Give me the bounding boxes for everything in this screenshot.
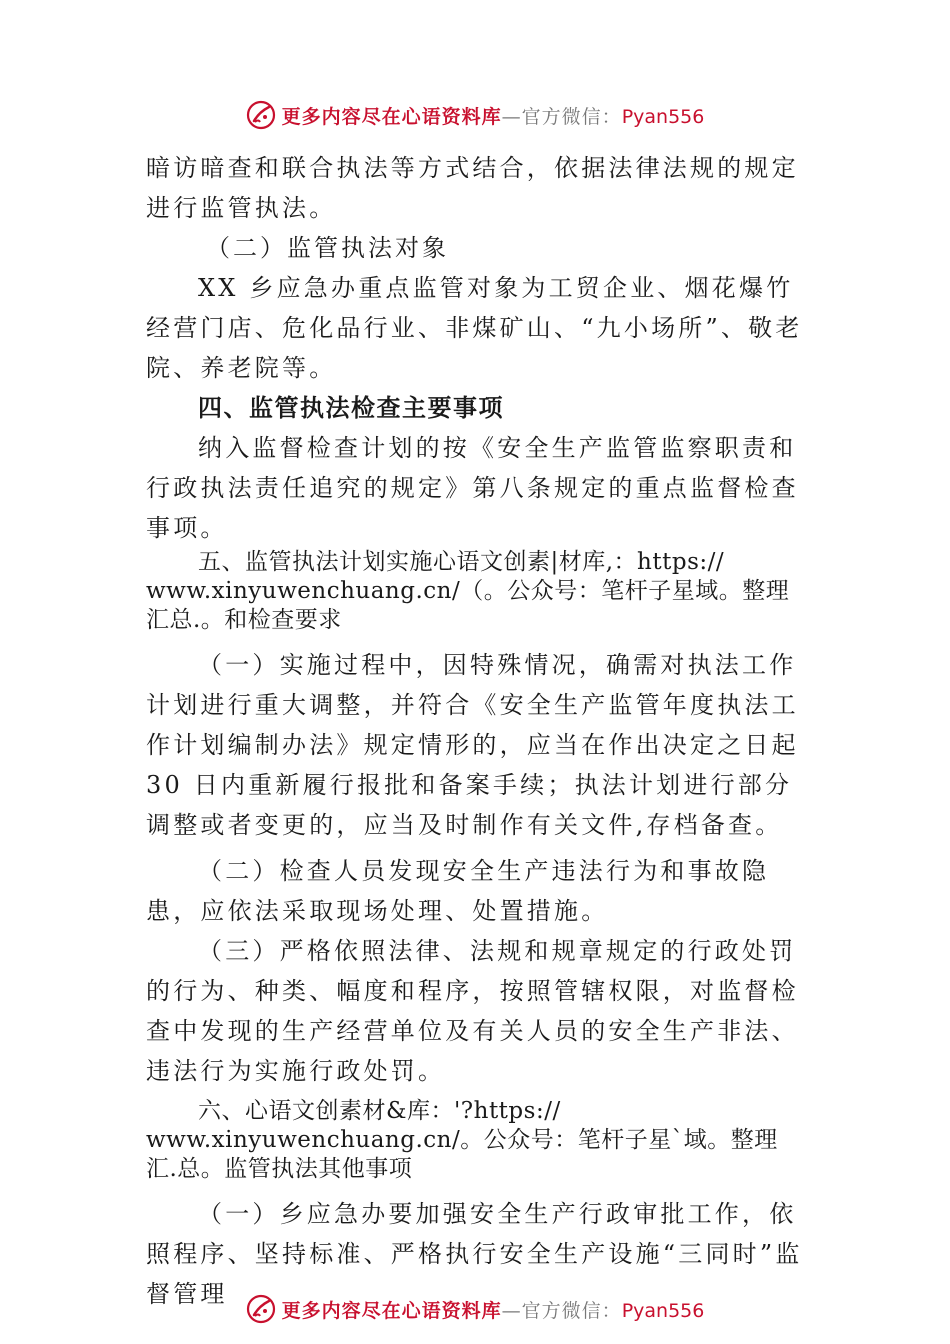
banner-main-text: 更多内容尽在心语资料库 [281, 1299, 502, 1322]
section-heading-6 [146, 1097, 810, 1184]
brush-logo-icon [246, 1294, 276, 1324]
footer-watermark [0, 1289, 950, 1329]
paragraph-targets: XX 乡应急办重点监管对象为工贸企业、烟花爆竹经营门店、危化品行业、非煤矿山、“九小场所”、敬老院、养老院等。 [146, 274, 803, 382]
banner-official-label: 官方微信： [521, 105, 622, 128]
banner-wechat-id: Pyan556 [621, 1299, 705, 1322]
paragraph-1: 暗访暗查和联合执法等方式结合，依据法律法规的规定进行监管执法。 [146, 154, 799, 222]
document-body [146, 148, 810, 1314]
paragraph-admin-approval: （一）乡应急办要加强安全生产行政审批工作，依照程序、坚持标准、严格执行安全生产设施“三同时”监督管理 [146, 1200, 803, 1308]
banner-separator: — [501, 105, 522, 128]
banner-official-label: 官方微信： [521, 1299, 622, 1322]
header-watermark [0, 95, 950, 135]
section-6-line-1: 六、心语文创素材&库：'?https:// [198, 1098, 561, 1124]
paragraph-violation-handling: （二）检查人员发现安全生产违法行为和事故隐患，应依法采取现场处理、处置措施。 [146, 857, 770, 925]
section-6-line-3: 汇.总。监管执法其他事项 [146, 1156, 413, 1182]
section-heading-5 [146, 548, 810, 635]
section-5-line-2: www.xinyuwenchuang.cn/（。公众号：笔杆子星域。整理 [146, 578, 790, 604]
banner-wechat-id: Pyan556 [621, 105, 705, 128]
section-heading-4: 四、监管执法检查主要事项 [198, 394, 504, 422]
paragraph-inspection-items: 纳入监督检查计划的按《安全生产监管监察职责和行政执法责任追究的规定》第八条规定的重点监督检查事项。 [146, 434, 799, 542]
banner-separator: — [501, 1299, 522, 1322]
subheading-enforcement-targets: （二）监管执法对象 [206, 234, 449, 262]
paragraph-administrative-penalty: （三）严格依照法律、法规和规章规定的行政处罚的行为、种类、幅度和程序，按照管辖权限，对监督检查中发现的生产经营单位及有关人员的安全生产非法、违法行为实施行政处罚。 [146, 937, 799, 1085]
brush-logo-icon [246, 100, 276, 130]
banner-main-text: 更多内容尽在心语资料库 [281, 105, 502, 128]
paragraph-plan-adjustment: （一）实施过程中，因特殊情况，确需对执法工作计划进行重大调整，并符合《安全生产监管年度执法工作计划编制办法》规定情形的，应当在作出决定之日起 30 日内重新履行报批和备案手续；执法计划进行部分调整或者变更的，应当及时制作有关文件,存档备查。 [146, 651, 799, 839]
section-5-line-1: 五、监管执法计划实施心语文创素|材库,：https:// [198, 549, 725, 575]
section-6-line-2: www.xinyuwenchuang.cn/。公众号：笔杆子星`域。整理 [146, 1127, 778, 1153]
section-5-line-3: 汇总.。和检查要求 [146, 607, 342, 633]
